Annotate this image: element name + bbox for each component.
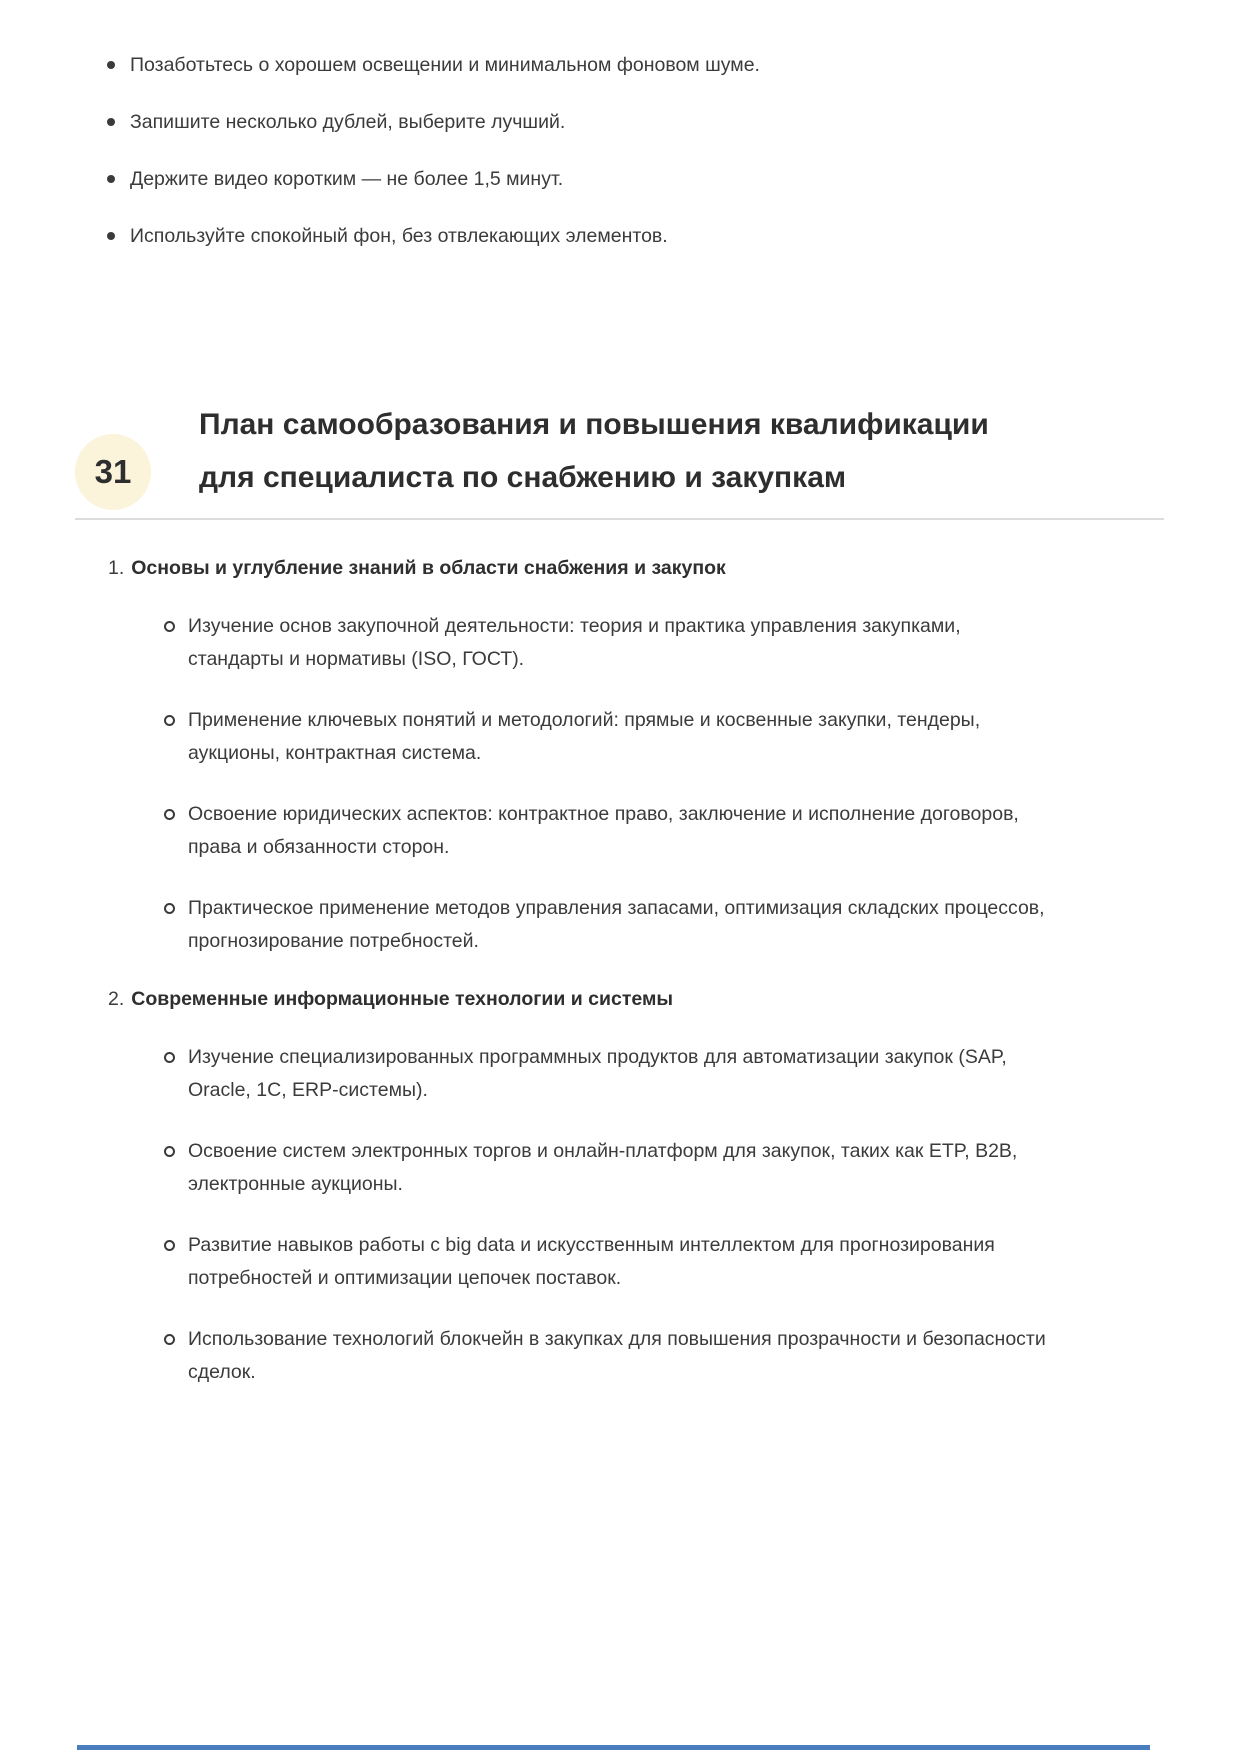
section-header: [75, 398, 1164, 510]
sub-list-item: [188, 892, 1048, 958]
section-number: 31: [94, 453, 132, 490]
sub-list-item: [188, 610, 1048, 676]
bullet-icon: [107, 61, 115, 69]
sub-list-item: [188, 1323, 1048, 1389]
sub-bullet-list: [108, 610, 1164, 958]
circle-bullet-icon: [164, 1052, 175, 1063]
numbered-item-heading: [108, 555, 1164, 582]
item-heading-text: Основы и углубление знаний в области снабжения и закупок: [131, 557, 726, 579]
sub-bullet-list: [108, 1041, 1164, 1389]
top-bullet-list: [75, 0, 1164, 250]
list-item: [130, 223, 1164, 250]
circle-bullet-icon: [164, 903, 175, 914]
sub-list-item: [188, 798, 1048, 864]
bullet-icon: [107, 175, 115, 183]
sub-list-item: [188, 1135, 1048, 1201]
numbered-item: [108, 555, 1164, 958]
bullet-icon: [107, 118, 115, 126]
list-item-text: Держите видео коротким — не более 1,5 минут.: [130, 168, 564, 190]
sub-item-text: Изучение специализированных программных продуктов для автоматизации закупок (SAP, Oracle, 1C, ERP-системы).: [188, 1046, 1007, 1101]
section-divider: [75, 518, 1164, 520]
sub-list-item: [188, 1229, 1048, 1295]
list-item-text: Запишите несколько дублей, выберите лучший.: [130, 111, 566, 133]
sub-item-text: Практическое применение методов управления запасами, оптимизация складских процессов, прогнозирование потребностей.: [188, 897, 1045, 952]
circle-bullet-icon: [164, 1334, 175, 1345]
sub-item-text: Применение ключевых понятий и методологий: прямые и косвенные закупки, тендеры, аукционы, контрактная система.: [188, 709, 981, 764]
numbered-list: [75, 555, 1164, 1389]
sub-item-text: Развитие навыков работы с big data и искусственным интеллектом для прогнозирования потребностей и оптимизации цепочек поставок.: [188, 1234, 995, 1289]
sub-item-text: Освоение систем электронных торгов и онлайн-платформ для закупок, таких как ETP, B2B, электронные аукционы.: [188, 1140, 1018, 1195]
item-number: 2.: [108, 988, 125, 1010]
circle-bullet-icon: [164, 621, 175, 632]
sub-item-text: Освоение юридических аспектов: контрактное право, заключение и исполнение договоров, права и обязанности сторон.: [188, 803, 1019, 858]
item-heading-text: Современные информационные технологии и системы: [131, 988, 674, 1010]
list-item-text: Позаботьтесь о хорошем освещении и минимальном фоновом шуме.: [130, 54, 760, 76]
list-item: [130, 109, 1164, 136]
list-item: [130, 52, 1164, 79]
circle-bullet-icon: [164, 1146, 175, 1157]
section-title: План самообразования и повышения квалификации для специалиста по снабжению и закупкам: [199, 408, 989, 494]
circle-bullet-icon: [164, 715, 175, 726]
item-number: 1.: [108, 557, 125, 579]
circle-bullet-icon: [164, 1240, 175, 1251]
circle-bullet-icon: [164, 809, 175, 820]
bullet-icon: [107, 232, 115, 240]
section-number-badge: [75, 434, 151, 510]
sub-item-text: Изучение основ закупочной деятельности: теория и практика управления закупками, стандарты и нормативы (ISO, ГОСТ).: [188, 615, 961, 670]
next-section-top-border: [77, 1745, 1150, 1750]
numbered-item-heading: [108, 986, 1164, 1013]
sub-list-item: [188, 704, 1048, 770]
sub-item-text: Использование технологий блокчейн в закупках для повышения прозрачности и безопасности сделок.: [188, 1328, 1046, 1383]
list-item: [130, 166, 1164, 193]
numbered-item: [108, 986, 1164, 1389]
list-item-text: Используйте спокойный фон, без отвлекающих элементов.: [130, 225, 668, 247]
sub-list-item: [188, 1041, 1048, 1107]
